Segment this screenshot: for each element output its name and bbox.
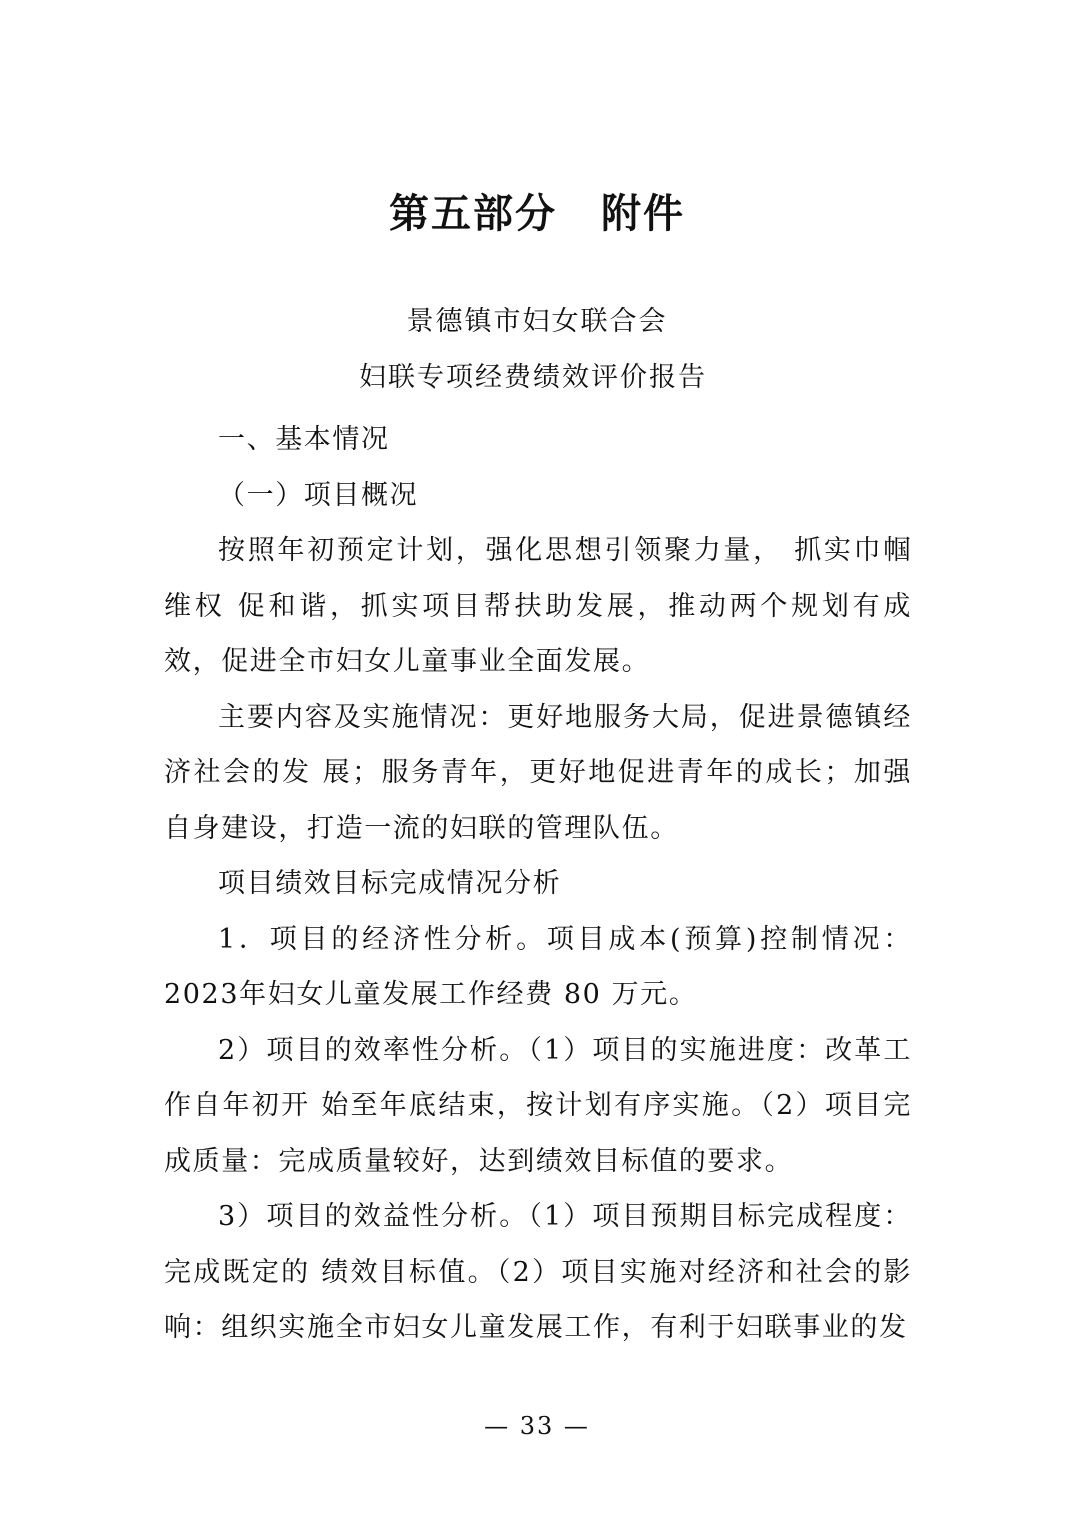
page-number: — 33 — (484, 1412, 590, 1440)
paragraph-plan: 按照年初预定计划，强化思想引领聚力量， 抓实巾帼维权 促和谐，抓实项目帮扶助发展，推动两个规划有成效，促进全市妇女儿童事业全面发展。 (164, 535, 912, 677)
paragraph-economy-analysis: 1．项目的经济性分析。项目成本(预算)控制情况：2023年妇女儿童发展工作经费 80 万元。 (164, 923, 912, 1010)
subsection-heading-project-overview: （一）项目概况 (218, 479, 419, 511)
section-heading-basic-situation: 一、基本情况 (218, 424, 390, 455)
paragraph-efficiency-analysis: 2）项目的效率性分析。（1）项目的实施进度：改革工作自年初开 始至年底结束，按计划有序实施。（2）项目完成质量：完成质量较好，达到绩效目标值的要求。 (164, 1034, 912, 1177)
title-part-1: 第五部分 (389, 191, 557, 237)
page-title (0, 188, 1074, 240)
paragraph-main-content: 主要内容及实施情况：更好地服务大局，促进景德镇经济社会的发 展；服务青年，更好地促进青年的成长；加强自身建设，打造一流的妇联的管理队伍。 (164, 701, 912, 844)
subtitle-report-name: 妇联专项经费绩效评价报告 (359, 362, 707, 393)
paragraph-benefit-analysis: 3）项目的效益性分析。（1）项目预期目标完成程度：完成既定的 绩效目标值。（2）项目实施对经济和社会的影响：组织实施全市妇女儿童发展工作，有利于妇联事业的发 (164, 1201, 912, 1343)
heading-performance-analysis: 项目绩效目标完成情况分析 (218, 868, 562, 899)
report-body (164, 412, 912, 1356)
title-part-2: 附件 (601, 191, 685, 237)
subtitle-organization: 景德镇市妇女联合会 (406, 306, 668, 337)
